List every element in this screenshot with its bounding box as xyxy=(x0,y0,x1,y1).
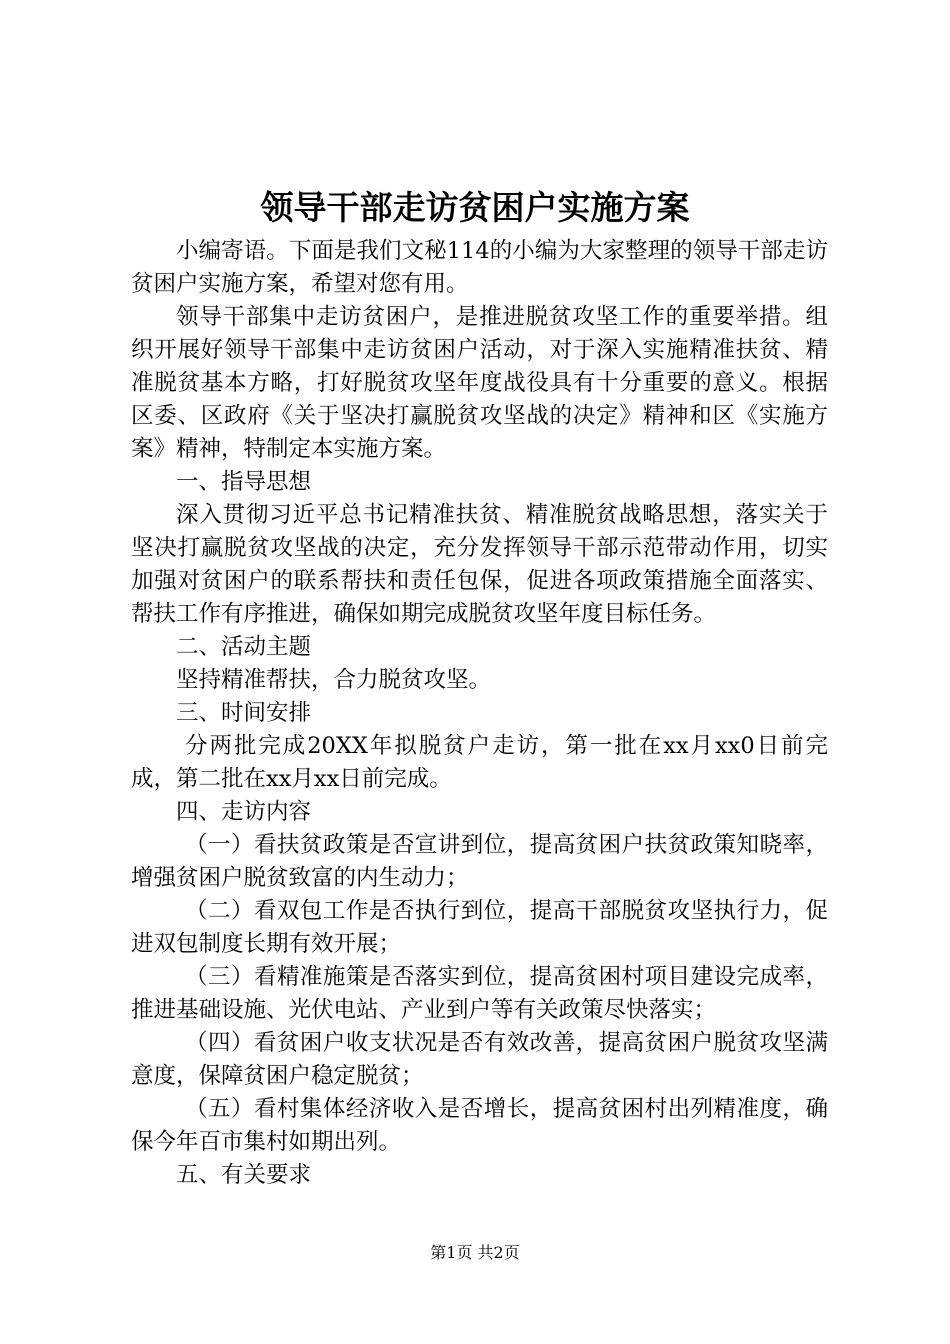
visit-item-2: （二）看双包工作是否执行到位，提高干部脱贫攻坚执行力，促进双包制度长期有效开展； xyxy=(131,898,828,957)
section-heading-requirements: 五、有关要求 xyxy=(176,1162,312,1188)
visit-item-3: （三）看精准施策是否落实到位，提高贫困村项目建设完成率，推进基础设施、光伏电站、产业到户等有关政策尽快落实； xyxy=(131,964,828,1023)
section-heading-guiding-thought: 一、指导思想 xyxy=(176,469,312,495)
section-heading-visit-content: 四、走访内容 xyxy=(176,799,312,825)
guiding-thought-paragraph: 深入贯彻习近平总书记精准扶贫、精准脱贫战略思想，落实关于坚决打赢脱贫攻坚战的决定，充分发挥领导干部示范带动作用，切实加强对贫困户的联系帮扶和责任包保，促进各项政策措施全面落实、帮扶工作有序推进，确保如期完成脱贫攻坚年度目标任务。 xyxy=(131,502,828,627)
document-body xyxy=(131,235,828,1192)
section-heading-activity-theme: 二、活动主题 xyxy=(176,634,312,660)
visit-item-5: （五）看村集体经济收入是否增长，提高贫困村出列精准度，确保今年百市集村如期出列。 xyxy=(131,1096,828,1155)
visit-item-1: （一）看扶贫政策是否宣讲到位，提高贫困户扶贫政策知晓率，增强贫困户脱贫致富的内生动力； xyxy=(131,832,828,891)
schedule-paragraph: 分两批完成20XX年拟脱贫户走访，第一批在xx月xx0日前完成，第二批在xx月xx日前完成。 xyxy=(131,733,828,792)
document-title: 领导干部走访贫困户实施方案 xyxy=(260,188,690,227)
background-paragraph: 领导干部集中走访贫困户，是推进脱贫攻坚工作的重要举措。组织开展好领导干部集中走访贫困户活动，对于深入实施精准扶贫、精准脱贫基本方略，打好脱贫攻坚年度战役具有十分重要的意义。根据区委、区政府《关于坚决打赢脱贫攻坚战的决定》精神和区《实施方案》精神，特制定本实施方案。 xyxy=(131,304,828,462)
visit-item-4: （四）看贫困户收支状况是否有效改善，提高贫困户脱贫攻坚满意度，保障贫困户稳定脱贫； xyxy=(131,1030,828,1089)
activity-theme-paragraph: 坚持精准帮扶，合力脱贫攻坚。 xyxy=(176,667,492,693)
page-footer: 第1页 共2页 xyxy=(430,1243,520,1262)
intro-paragraph: 小编寄语。下面是我们文秘114的小编为大家整理的领导干部走访贫困户实施方案，希望对您有用。 xyxy=(131,238,828,297)
section-heading-schedule: 三、时间安排 xyxy=(176,700,312,726)
